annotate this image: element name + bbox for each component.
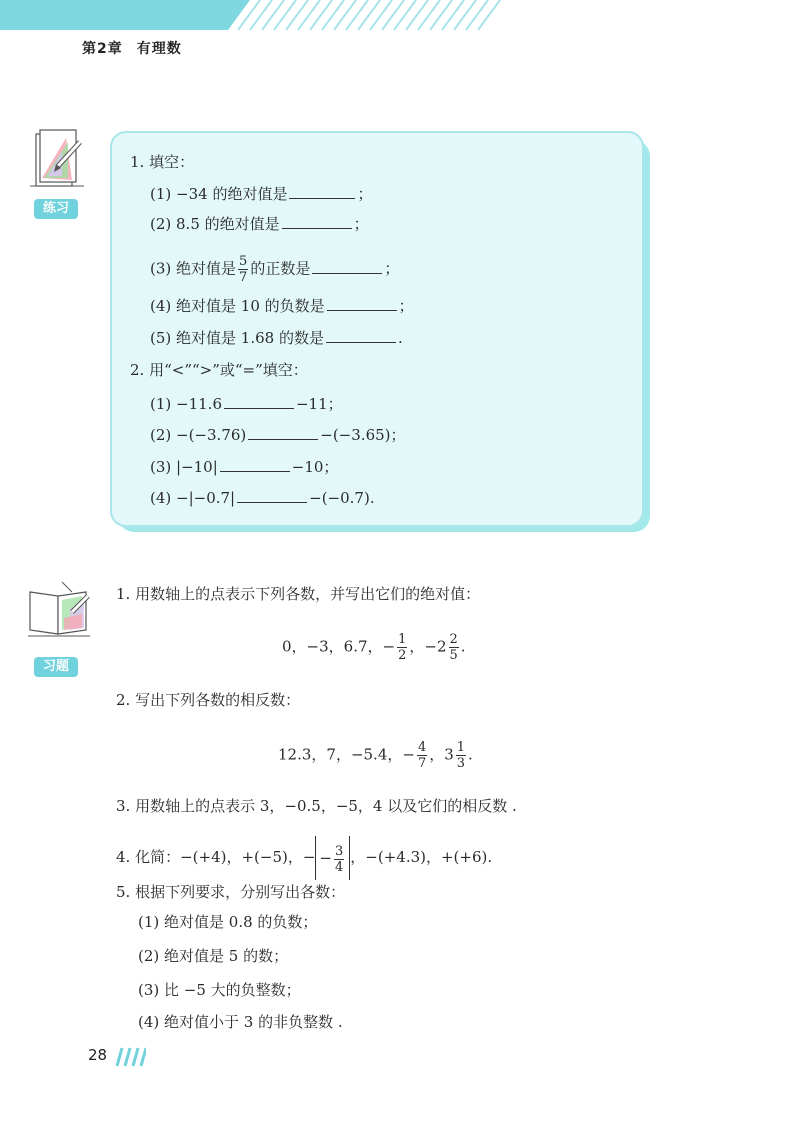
footer-stripes (116, 1047, 146, 1067)
chapter-number: 第2章 (82, 41, 123, 57)
practice-q1-heading: 1. 填空： (130, 153, 195, 171)
practice-q1-3: (3) 绝对值是 $\frac{5}{7}$ 的正数是 ； (150, 254, 400, 285)
answer-blank[interactable] (248, 425, 318, 440)
absolute-value: − $\frac{3}{4}$ (315, 836, 350, 880)
header-decoration (0, 0, 800, 30)
practice-q1-5: (5) 绝对值是 1.68 的数是 . (150, 329, 403, 347)
exercise-2-numbers: 12.3，7，−5.4，− $\frac{4}{7}$ ，3 $\frac{1}{3}$ . (278, 740, 473, 771)
exercise-badge: 习题 (34, 657, 78, 677)
exercise-5-4: (4) 绝对值小于 3 的非负整数 . (138, 1013, 343, 1031)
practice-q1-4: (4) 绝对值是 10 的负数是 ； (150, 297, 414, 315)
answer-blank[interactable] (312, 259, 382, 274)
pencil-ruler-icon (28, 128, 90, 194)
practice-q1-1: (1) −34 的绝对值是 ； (150, 185, 373, 203)
exercise-5: 5. 根据下列要求，分别写出各数： (116, 883, 346, 901)
answer-blank[interactable] (326, 328, 396, 343)
answer-blank[interactable] (237, 488, 307, 503)
fraction: $\frac{5}{7}$ (239, 254, 248, 285)
page-number: 28 (88, 1046, 108, 1064)
answer-blank[interactable] (282, 214, 352, 229)
answer-blank[interactable] (220, 457, 290, 472)
practice-q2-4: (4) −|−0.7| −(−0.7). (150, 489, 375, 507)
practice-badge: 练习 (34, 199, 78, 219)
practice-q1-2: (2) 8.5 的绝对值是 ； (150, 215, 369, 233)
exercise-1: 1. 用数轴上的点表示下列各数，并写出它们的绝对值： (116, 585, 481, 603)
fraction: $\frac{1}{2}$ (398, 632, 407, 663)
exercise-4: 4. 化简：−(+4)，+(−5)，− − $\frac{3}{4}$ ，−(+4.3)，+(+6). (116, 834, 492, 880)
answer-blank[interactable] (289, 184, 355, 199)
exercise-2: 2. 写出下列各数的相反数： (116, 691, 301, 709)
practice-q2-1: (1) −11.6 −11； (150, 395, 343, 413)
book-icon (26, 578, 92, 640)
practice-q2-2: (2) −(−3.76) −(−3.65)； (150, 426, 406, 444)
fraction: $\frac{1}{3}$ (456, 740, 466, 771)
exercise-5-1: (1) 绝对值是 0.8 的负数； (138, 913, 318, 931)
practice-q2-heading: 2. 用“<”“>”或“=”填空： (130, 361, 308, 379)
fraction: $\frac{3}{4}$ (335, 843, 344, 875)
answer-blank[interactable] (327, 296, 397, 311)
practice-q2-3: (3) |−10| −10； (150, 458, 339, 476)
fraction: $\frac{2}{5}$ (449, 632, 458, 663)
exercise-5-2: (2) 绝对值是 5 的数； (138, 947, 289, 965)
chapter-header (82, 38, 182, 58)
exercise-5-3: (3) 比 −5 大的负整数； (138, 981, 301, 999)
chapter-title: 有理数 (136, 41, 182, 57)
exercise-3: 3. 用数轴上的点表示 3，−0.5，−5，4 以及它们的相反数 . (116, 797, 517, 815)
fraction: $\frac{4}{7}$ (417, 740, 427, 771)
exercise-1-numbers: 0，−3，6.7，− $\frac{1}{2}$ ，−2 $\frac{2}{5}$ . (282, 632, 466, 663)
answer-blank[interactable] (224, 394, 294, 409)
